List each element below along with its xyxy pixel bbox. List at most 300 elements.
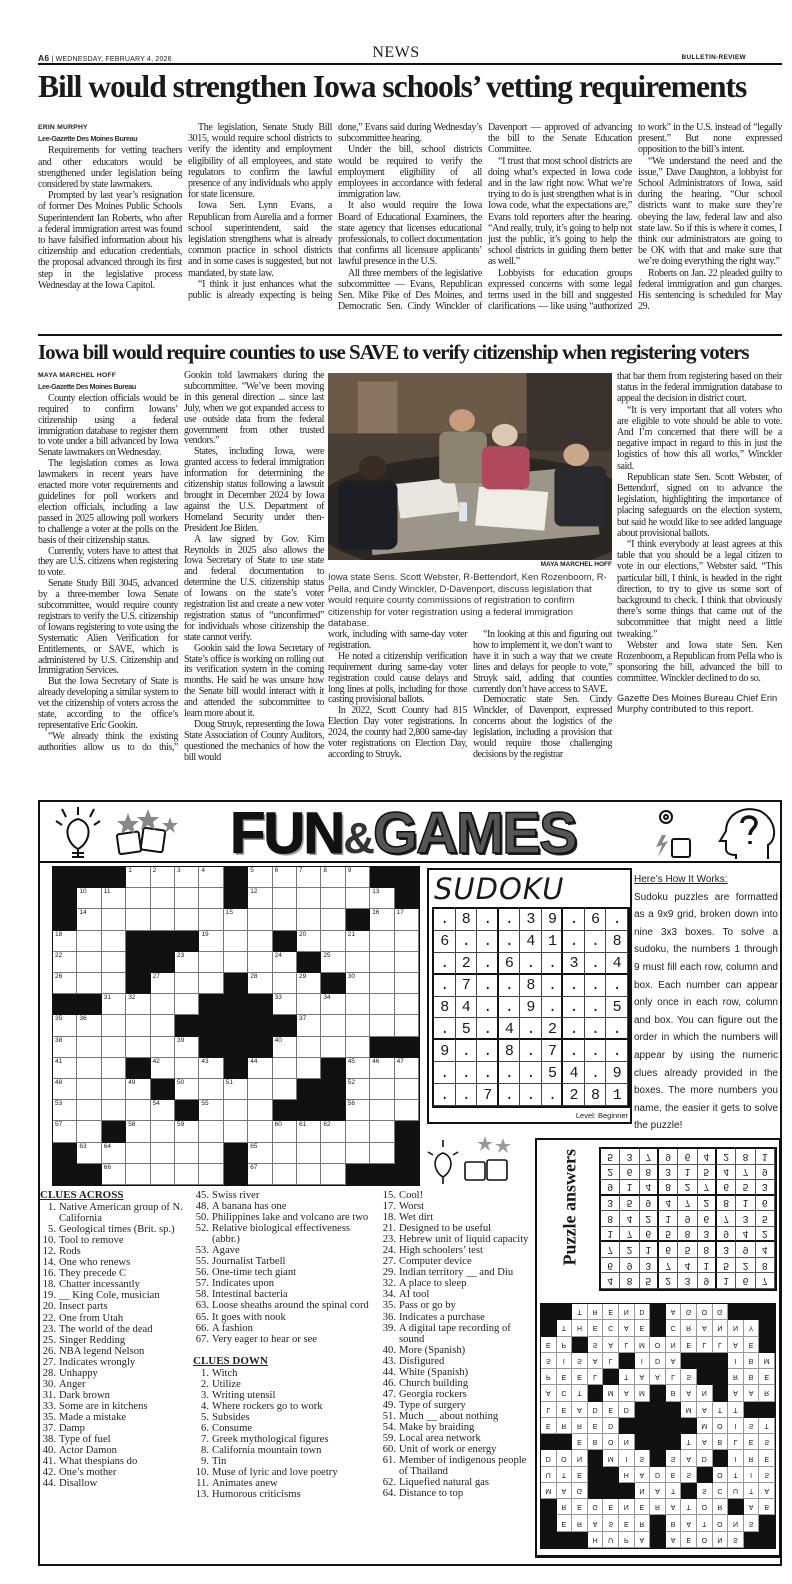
clue-text: Damp [59,1422,85,1434]
crossword-cell[interactable] [370,952,394,973]
sudoku-answer-cell [601,1273,620,1289]
answer-letter: D [592,1405,598,1413]
crossword-cell[interactable] [224,1100,248,1121]
crossword-cell[interactable] [321,909,345,930]
answer-cell [588,1337,604,1353]
answer-letter: S [686,1470,692,1478]
crossword-cell[interactable] [199,1079,223,1100]
sudoku-answer-cell [640,1227,659,1243]
clue-number: 14. [42,1257,56,1269]
answer-letter: A [748,1503,754,1511]
sudoku-rows [434,909,635,1106]
crossword-clue-number: 19 [201,930,209,938]
crossword-cell[interactable] [395,931,419,952]
crossword-cell[interactable] [102,888,126,909]
crossword-cell[interactable] [102,1079,126,1100]
clue-text: NBA legend Nelson [59,1345,145,1357]
crossword-cell[interactable] [273,1037,297,1058]
sudoku-answer-cell [717,1180,736,1196]
clue-item [193,1300,377,1311]
crossword-cell[interactable] [53,1058,77,1079]
crossword-cell[interactable] [77,1121,101,1142]
crossword-cell[interactable] [151,1121,175,1142]
crossword-cell[interactable] [248,931,272,952]
answer-cell [666,1385,682,1401]
answer-cell [635,1467,651,1483]
article2-middle-lead: work, including with same-day voter registration. [328,629,467,651]
clue-text: Unhappy [59,1367,98,1379]
clue-number: 24. [382,1245,396,1257]
clue-item [193,1245,377,1256]
crossword-cell[interactable] [346,1079,370,1100]
crossword-grid[interactable] [52,866,420,1186]
crossword-cell[interactable] [175,1079,199,1100]
crossword-cell[interactable] [321,1037,345,1058]
sudoku-row: .2.6..3.4 [440,955,635,973]
answer-cell [603,1532,619,1548]
sudoku-answer-cell [678,1165,697,1181]
crossword-cell[interactable] [395,1058,419,1079]
crossword-cell[interactable] [321,867,345,888]
crossword-cell[interactable] [297,1164,321,1185]
clue-number: 8. [201,1445,209,1457]
crossword-cell[interactable] [151,888,175,909]
crossword-clue-number: 6 [274,867,279,874]
crossword-cell[interactable] [321,888,345,909]
crossword-cell[interactable] [297,1037,321,1058]
answer-cell [650,1353,666,1369]
crossword-cell[interactable] [77,888,101,909]
sudoku-answer-cell [736,1211,755,1227]
crossword-cell[interactable] [273,1164,297,1185]
crossword-cell[interactable] [321,994,345,1015]
crossword-cell[interactable] [151,1015,175,1036]
answer-black-square [619,1483,635,1499]
crossword-cell[interactable] [395,1015,419,1036]
crossword-cell[interactable] [248,888,272,909]
crossword-cell[interactable] [321,1164,345,1185]
crossword-cell[interactable] [370,1100,394,1121]
answer-cell [759,1418,775,1434]
clue-text: Insect parts [59,1301,108,1313]
crossword-cell[interactable] [346,867,370,888]
crossword-black-square [395,1037,419,1058]
crossword-cell[interactable] [297,867,321,888]
answer-digit: 3 [665,1166,671,1178]
crossword-cell[interactable] [199,931,223,952]
answer-cell [728,1483,744,1499]
clue-text: A place to sleep [399,1278,467,1290]
crossword-cell[interactable] [151,973,175,994]
crossword-cell[interactable] [77,909,101,930]
photo-credit: MAYA MARCHEL HOFF [540,561,612,568]
crossword-cell[interactable] [151,1058,175,1079]
clue-item [40,1268,190,1279]
crossword-clue-number: 50 [176,1079,185,1086]
crossword-cell[interactable] [175,1121,199,1142]
crossword-cell[interactable] [297,909,321,930]
crossword-cell[interactable] [53,1100,77,1121]
sudoku-grid[interactable] [432,907,635,1108]
crossword-cell[interactable] [199,973,223,994]
clue-number: 55. [195,1256,209,1268]
clue-number: 23. [42,1323,56,1335]
crossword-cell[interactable] [199,1100,223,1121]
answer-cell [603,1450,619,1466]
crossword-cell[interactable] [248,1164,272,1185]
crossword-cell[interactable] [151,1164,175,1185]
crossword-black-square [151,931,175,952]
crossword-cell[interactable] [102,931,126,952]
crossword-cell[interactable] [321,931,345,952]
answer-letter: E [592,1421,598,1429]
clue-item [193,1423,377,1434]
crossword-cell[interactable] [199,1164,223,1185]
answer-cell [713,1467,729,1483]
crossword-cell[interactable] [248,1100,272,1121]
crossword-cell[interactable] [199,909,223,930]
crossword-cell[interactable] [126,1121,150,1142]
crossword-cell[interactable] [248,973,272,994]
crossword-cell[interactable] [273,1079,297,1100]
crossword-cell[interactable] [102,1037,126,1058]
answer-letter: E [561,1373,567,1381]
crossword-black-square [126,973,150,994]
answer-black-square [650,1450,666,1466]
crossword-cell[interactable] [77,973,101,994]
crossword-cell[interactable] [395,973,419,994]
answer-digit: 4 [742,1228,749,1240]
clue-item [380,1422,532,1433]
crossword-cell[interactable] [321,1015,345,1036]
crossword-cell[interactable] [273,1058,297,1079]
sudoku-answer-cell [659,1273,678,1289]
clue-number: 27. [42,1356,56,1368]
crossword-black-square [273,931,297,952]
answer-digit: 8 [762,1259,768,1271]
crossword-cell[interactable] [248,1058,272,1079]
crossword-cell[interactable] [370,1058,394,1079]
crossword-cell[interactable] [395,952,419,973]
crossword-cell[interactable] [102,973,126,994]
answer-cell [603,1402,619,1418]
clue-number: 66. [195,1322,209,1334]
clue-text: Local area network [399,1433,481,1445]
answer-black-square [619,1353,635,1369]
crossword-cell[interactable] [273,909,297,930]
crossword-cell[interactable] [273,994,297,1015]
crossword-black-square [224,1015,248,1036]
clue-number: 9. [201,1456,209,1468]
crossword-cell[interactable] [224,1121,248,1142]
clue-item [40,1434,190,1445]
clue-item [193,1267,377,1278]
crossword-cell[interactable] [175,973,199,994]
crossword-cell[interactable] [370,909,394,930]
crossword-cell[interactable] [151,1100,175,1121]
crossword-clue-number: 66 [103,1163,112,1171]
crossword-clue-number: 61 [298,1121,307,1129]
crossword-cell[interactable] [175,952,199,973]
crossword-cell[interactable] [53,973,77,994]
crossword-cell[interactable] [346,1143,370,1164]
crossword-cell[interactable] [321,1143,345,1164]
crossword-cell[interactable] [370,931,394,952]
answer-cell [666,1532,682,1548]
clue-text: Hebrew unit of liquid capacity [399,1234,529,1246]
crossword-cell[interactable] [395,1100,419,1121]
crossword-cell[interactable] [53,952,77,973]
clue-text: Native American group of N. California [59,1202,183,1225]
crossword-cell[interactable] [77,1079,101,1100]
crossword-clue-number: 58 [128,1121,136,1129]
sudoku-answer-cell [601,1196,620,1212]
crossword-cell[interactable] [273,1121,297,1142]
crossword-cell[interactable] [77,1143,101,1164]
clue-text: Distance to top [399,1488,464,1500]
answer-cell [572,1353,588,1369]
answer-letter: I [562,1356,565,1364]
crossword-cell[interactable] [395,994,419,1015]
clue-text: Singer Redding [59,1334,126,1346]
clue-item [380,1444,532,1455]
crossword-black-square [199,1015,223,1036]
crossword-cell[interactable] [248,909,272,930]
clue-number: 41. [42,1456,56,1468]
crossword-cell[interactable] [77,1015,101,1036]
crossword-cell[interactable] [297,994,321,1015]
crossword-cell[interactable] [346,1015,370,1036]
clue-item [193,1201,377,1212]
crossword-cell[interactable] [224,909,248,930]
crossword-cell[interactable] [346,994,370,1015]
answer-letter: M [685,1405,692,1413]
crossword-cell[interactable] [53,1079,77,1100]
crossword-cell[interactable] [370,1143,394,1164]
clue-text: Animates anew [212,1478,278,1490]
answer-cell [728,1418,744,1434]
sudoku-answer-cell [756,1211,775,1227]
crossword-cell[interactable] [53,1121,77,1142]
crossword-clue-number: 30 [347,973,356,980]
crossword-black-square [53,888,77,909]
crossword-cell[interactable] [151,867,175,888]
crossword-cell[interactable] [53,931,77,952]
crossword-cell[interactable] [175,1058,199,1079]
crossword-cell[interactable] [126,1143,150,1164]
crossword-black-square [126,952,150,973]
crossword-cell[interactable] [370,973,394,994]
crossword-cell[interactable] [199,1121,223,1142]
crossword-cell[interactable] [102,952,126,973]
clue-text: Worst [399,1201,425,1213]
crossword-cell[interactable] [126,1015,150,1036]
crossword-cell[interactable] [175,909,199,930]
crossword-cell[interactable] [346,1058,370,1079]
crossword-cell[interactable] [102,1015,126,1036]
crossword-cell[interactable] [395,909,419,930]
answer-cell [635,1369,651,1385]
crossword-cell[interactable] [175,994,199,1015]
crossword-cell[interactable] [53,1015,77,1036]
clues-down-title: CLUES DOWN [193,1354,268,1367]
crossword-cell[interactable] [199,867,223,888]
crossword-cell[interactable] [273,867,297,888]
crossword-black-square [346,1164,370,1185]
crossword-cell[interactable] [77,1058,101,1079]
crossword-cell[interactable] [77,1100,101,1121]
crossword-cell[interactable] [151,1143,175,1164]
answer-cell [557,1385,573,1401]
crossword-cell[interactable] [346,1121,370,1142]
crossword-cell[interactable] [248,1079,272,1100]
crossword-cell[interactable] [77,1037,101,1058]
crossword-cell[interactable] [175,867,199,888]
crossword-cell[interactable] [151,994,175,1015]
crossword-cell[interactable] [126,1079,150,1100]
answer-letter: O [717,1470,723,1478]
crossword-cell[interactable] [297,888,321,909]
crossword-cell[interactable] [175,888,199,909]
crossword-cell[interactable] [126,867,150,888]
answer-cell [759,1467,775,1483]
answer-digit: 4 [665,1197,671,1209]
crossword-cell[interactable] [346,888,370,909]
sudoku-row: .....54.9 [440,1064,635,1082]
answer-letter: R [717,1503,723,1511]
crossword-cell[interactable] [346,952,370,973]
clue-item [40,1379,190,1390]
crossword-cell[interactable] [126,909,150,930]
crossword-clue-number: 38 [55,1036,63,1044]
crossword-cell[interactable] [297,1015,321,1036]
answer-cell [713,1304,729,1320]
crossword-cell[interactable] [395,1079,419,1100]
crossword-cell[interactable] [102,1164,126,1185]
clue-item [40,1246,190,1257]
crossword-cell[interactable] [102,1058,126,1079]
crossword-cell[interactable] [370,888,394,909]
crossword-cell[interactable] [346,1100,370,1121]
crossword-cell[interactable] [321,952,345,973]
answer-cell [541,1385,557,1401]
crossword-cell[interactable] [297,931,321,952]
crossword-cell[interactable] [273,1143,297,1164]
answer-letter: A [623,1324,629,1332]
crossword-cell[interactable] [297,1143,321,1164]
crossword-cell[interactable] [151,909,175,930]
crossword-cell[interactable] [199,952,223,973]
crossword-black-square [53,994,77,1015]
crossword-cell[interactable] [321,1121,345,1142]
sudoku-answer-cell [620,1196,639,1212]
answer-letter: S [748,1519,754,1527]
crossword-cell[interactable] [77,952,101,973]
answer-letter: N [717,1535,723,1543]
clue-text: Where rockers go to work [212,1400,323,1412]
crossword-cell[interactable] [370,1079,394,1100]
clue-number: 30. [42,1378,56,1390]
crossword-cell[interactable] [102,1143,126,1164]
sudoku-answer-cell [659,1165,678,1181]
sudoku-answer-cell [698,1165,717,1181]
clue-item [380,1256,532,1267]
crossword-cell[interactable] [224,1079,248,1100]
answer-digit: 2 [723,1150,729,1162]
crossword-cell[interactable] [175,1037,199,1058]
crossword-cell[interactable] [346,973,370,994]
answer-cell [744,1418,760,1434]
answer-cell [697,1515,713,1531]
crossword-cell[interactable] [273,973,297,994]
page-date: WEDNESDAY, FEBRUARY 4, 2026 [55,56,172,63]
answer-letter: E [545,1421,551,1429]
crossword-cell[interactable] [248,867,272,888]
answer-letter: N [623,1308,629,1316]
answer-cell [713,1515,729,1531]
crossword-cell[interactable] [346,931,370,952]
crossword-cell[interactable] [199,1143,223,1164]
crossword-cell[interactable] [346,1037,370,1058]
clue-item [193,1489,377,1500]
crossword-cell[interactable] [224,931,248,952]
answer-letter: A [592,1519,598,1527]
crossword-cell[interactable] [175,1143,199,1164]
answer-cell [666,1337,682,1353]
crossword-cell[interactable] [370,1015,394,1036]
crossword-cell[interactable] [199,1058,223,1079]
crossword-cell[interactable] [297,1121,321,1142]
article2-photo[interactable] [328,373,612,560]
clue-item [193,1379,377,1390]
crossword-cell[interactable] [126,994,150,1015]
answer-letter: A [733,1340,738,1348]
crossword-cell[interactable] [248,1143,272,1164]
crossword-cell[interactable] [175,1164,199,1185]
crossword-cell[interactable] [199,888,223,909]
crossword-cell[interactable] [53,1037,77,1058]
clue-number: 28. [42,1367,56,1379]
answer-letter: N [717,1324,723,1332]
crossword-cell[interactable] [151,1037,175,1058]
crossword-cell[interactable] [297,973,321,994]
answer-letter: R [764,1389,770,1397]
crossword-cell[interactable] [273,952,297,973]
crossword-cell[interactable] [370,994,394,1015]
crossword-cell[interactable] [248,952,272,973]
clues-across-title: CLUES ACROSS [40,1189,124,1201]
crossword-cell[interactable] [102,909,126,930]
crossword-clue-number: 60 [274,1121,282,1129]
crossword-clue-number: 63 [79,1142,87,1150]
paragraph: “It is very important that all voters who are eligible to vote should be able to vote. And I’m concerned that there will be a negative impact in regard to this in just the logistics of how this all works,” Winckler said. [617,404,782,472]
clue-number: 22. [42,1312,56,1324]
crossword-cell[interactable] [102,994,126,1015]
crossword-cell[interactable] [248,1121,272,1142]
crossword-cell[interactable] [370,1121,394,1142]
crossword-cell[interactable] [77,931,101,952]
crossword-cell[interactable] [126,1164,150,1185]
answer-letter: A [670,1503,676,1511]
crossword-cell[interactable] [126,1100,150,1121]
crossword-cell[interactable] [273,888,297,909]
crossword-cell[interactable] [102,1100,126,1121]
crossword-cell[interactable] [224,952,248,973]
crossword-cell[interactable] [126,888,150,909]
crossword-cell[interactable] [297,1058,321,1079]
crossword-cell[interactable] [126,1037,150,1058]
answer-cell [759,1434,775,1450]
